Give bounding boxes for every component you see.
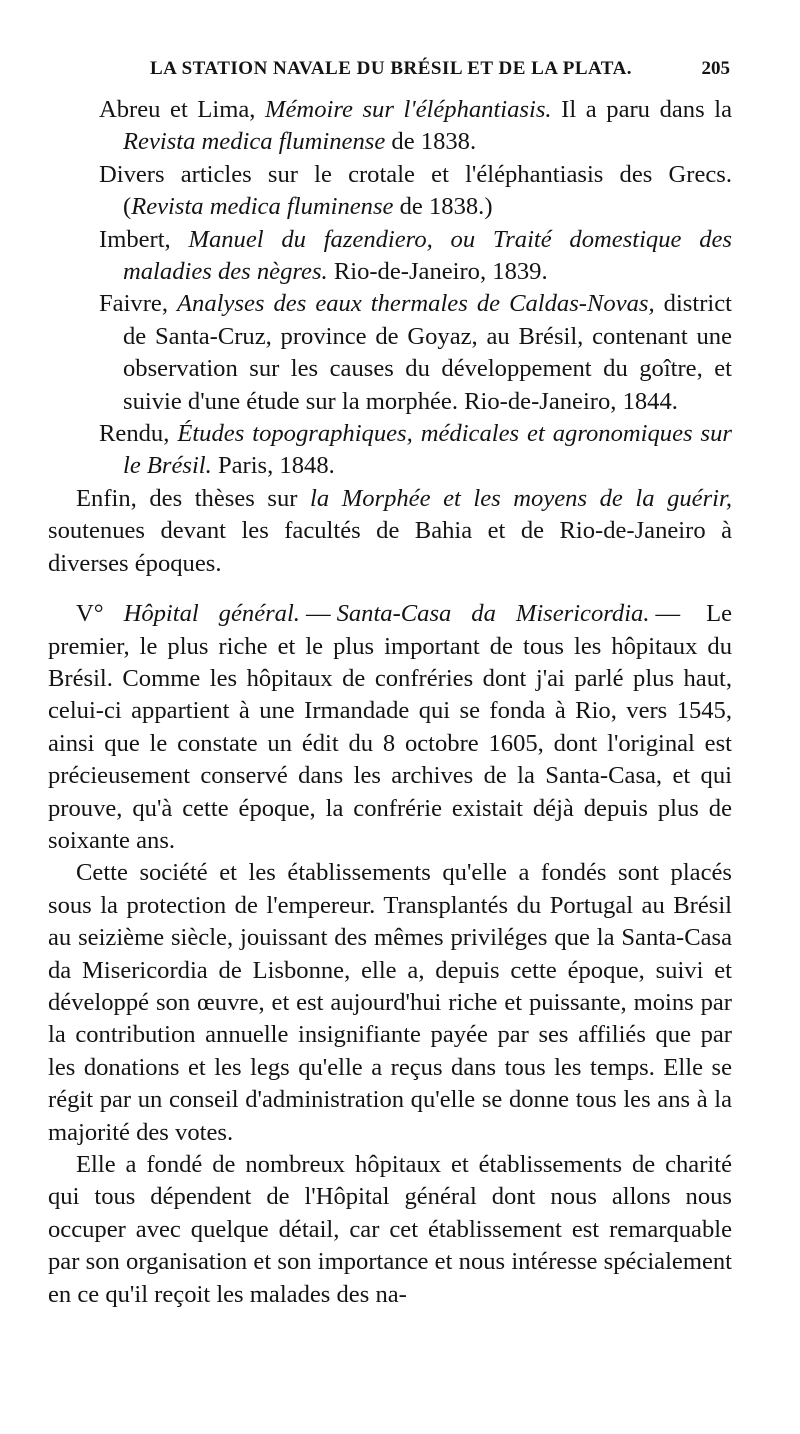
paragraph-text: Le premier, le plus riche et le plus important de tous les hôpitaux du Brésil. Comme les hôpitaux de confréries dont j'ai parlé plus haut, celui-ci appartient à une Irmandade qui se fonda à Rio, vers 1545, ainsi que le constate un édit du 8 octobre 1605, dont l'original est précieusement conservé dans les archives de la Santa-Casa, et qui prouve, qu'à cette époque, la confrérie existait déjà depuis plus de soixante ans.	[48, 600, 733, 854]
paragraph-text: Enfin, des thèses sur	[76, 484, 311, 512]
thesis-title: la Morphée et les moyens de la guérir,	[310, 484, 732, 512]
section-paragraph	[48, 598, 732, 857]
entry-text: district de Santa-Cruz, province de Goyaz, au Brésil, contenant une observation sur les causes du développement du goître, et suivie d'une étude sur la morphée. Rio-de-Janeiro, 1844.	[123, 290, 732, 415]
entry-title: Analyses des eaux thermales de Caldas-Novas,	[177, 290, 655, 318]
entry-text: Abreu et Lima,	[99, 96, 266, 123]
entry-text: de 1838.	[385, 128, 477, 156]
entry-title: Mémoire sur l'éléphantiasis.	[265, 96, 552, 123]
entry-text: Imbert,	[99, 225, 189, 253]
entry-text: Rendu,	[99, 420, 178, 448]
entry-text: Il a paru dans la	[551, 96, 732, 123]
entry-text: de 1838.)	[393, 193, 493, 221]
body-paragraph: Cette société et les établissements qu'elle a fondés sont placés sous la protection de l'empereur. Transplantés du Portugal au Brésil au seizième siècle, jouissant des mêmes priviléges que la Santa-Casa da Misericordia de Lisbonne, elle a, depuis cette époque, suivi et développé son œuvre, et est aujourd'hui riche et puissante, moins par la contribution annuelle insignifiante payée par ses affiliés que par les donations et les legs qu'elle a reçus dans tous les temps. Elle se régit par un conseil d'administration qu'elle se donne tous les ans à la majorité des votes.	[48, 859, 732, 1146]
bibliography-entry	[48, 418, 732, 483]
section-dash: —	[305, 600, 331, 628]
section-heading: Hôpital général.	[123, 600, 300, 628]
page-number: 205	[701, 58, 730, 79]
bibliography-entry	[48, 224, 732, 289]
entry-title: Revista medica fluminense	[131, 193, 394, 221]
section-dash: —	[655, 600, 681, 628]
entry-title: Revista medica fluminense	[123, 128, 386, 156]
running-header: LA STATION NAVALE DU BRÉSIL ET DE LA PLATA.	[150, 58, 633, 79]
entry-text: Paris, 1848.	[211, 452, 335, 480]
entry-text: Faivre,	[99, 290, 178, 318]
section-numeral: V°	[76, 600, 104, 628]
body-paragraph: Elle a fondé de nombreux hôpitaux et établissements de charité qui tous dépendent de l'Hôpital général dont nous allons nous occuper avec quelque détail, car cet établissement est remarquable par son organisation et son importance et nous intéresse spécialement en ce qu'il reçoit les malades des na-	[48, 1151, 732, 1308]
entry-text: Rio-de-Janeiro, 1839.	[327, 258, 548, 286]
page-body	[48, 94, 732, 1311]
entry-text: Divers articles sur le crotale et l'éléphantiasis des Grecs. (	[99, 160, 732, 221]
entry-title: Études topographiques, médicales et agronomiques sur le Brésil.	[123, 420, 732, 480]
closing-paragraph	[48, 483, 732, 580]
bibliography-entry	[48, 159, 732, 224]
bibliography-entry	[48, 94, 732, 159]
section-subheading: Santa-Casa da Misericordia.	[336, 600, 650, 628]
paragraph-text: soutenues devant les facultés de Bahia et de Rio-de-Janeiro à diverses époques.	[48, 517, 732, 577]
entry-title: Manuel du fazendiero, ou Traité domestique des maladies des nègres.	[123, 225, 732, 286]
bibliography-entry	[48, 288, 732, 418]
